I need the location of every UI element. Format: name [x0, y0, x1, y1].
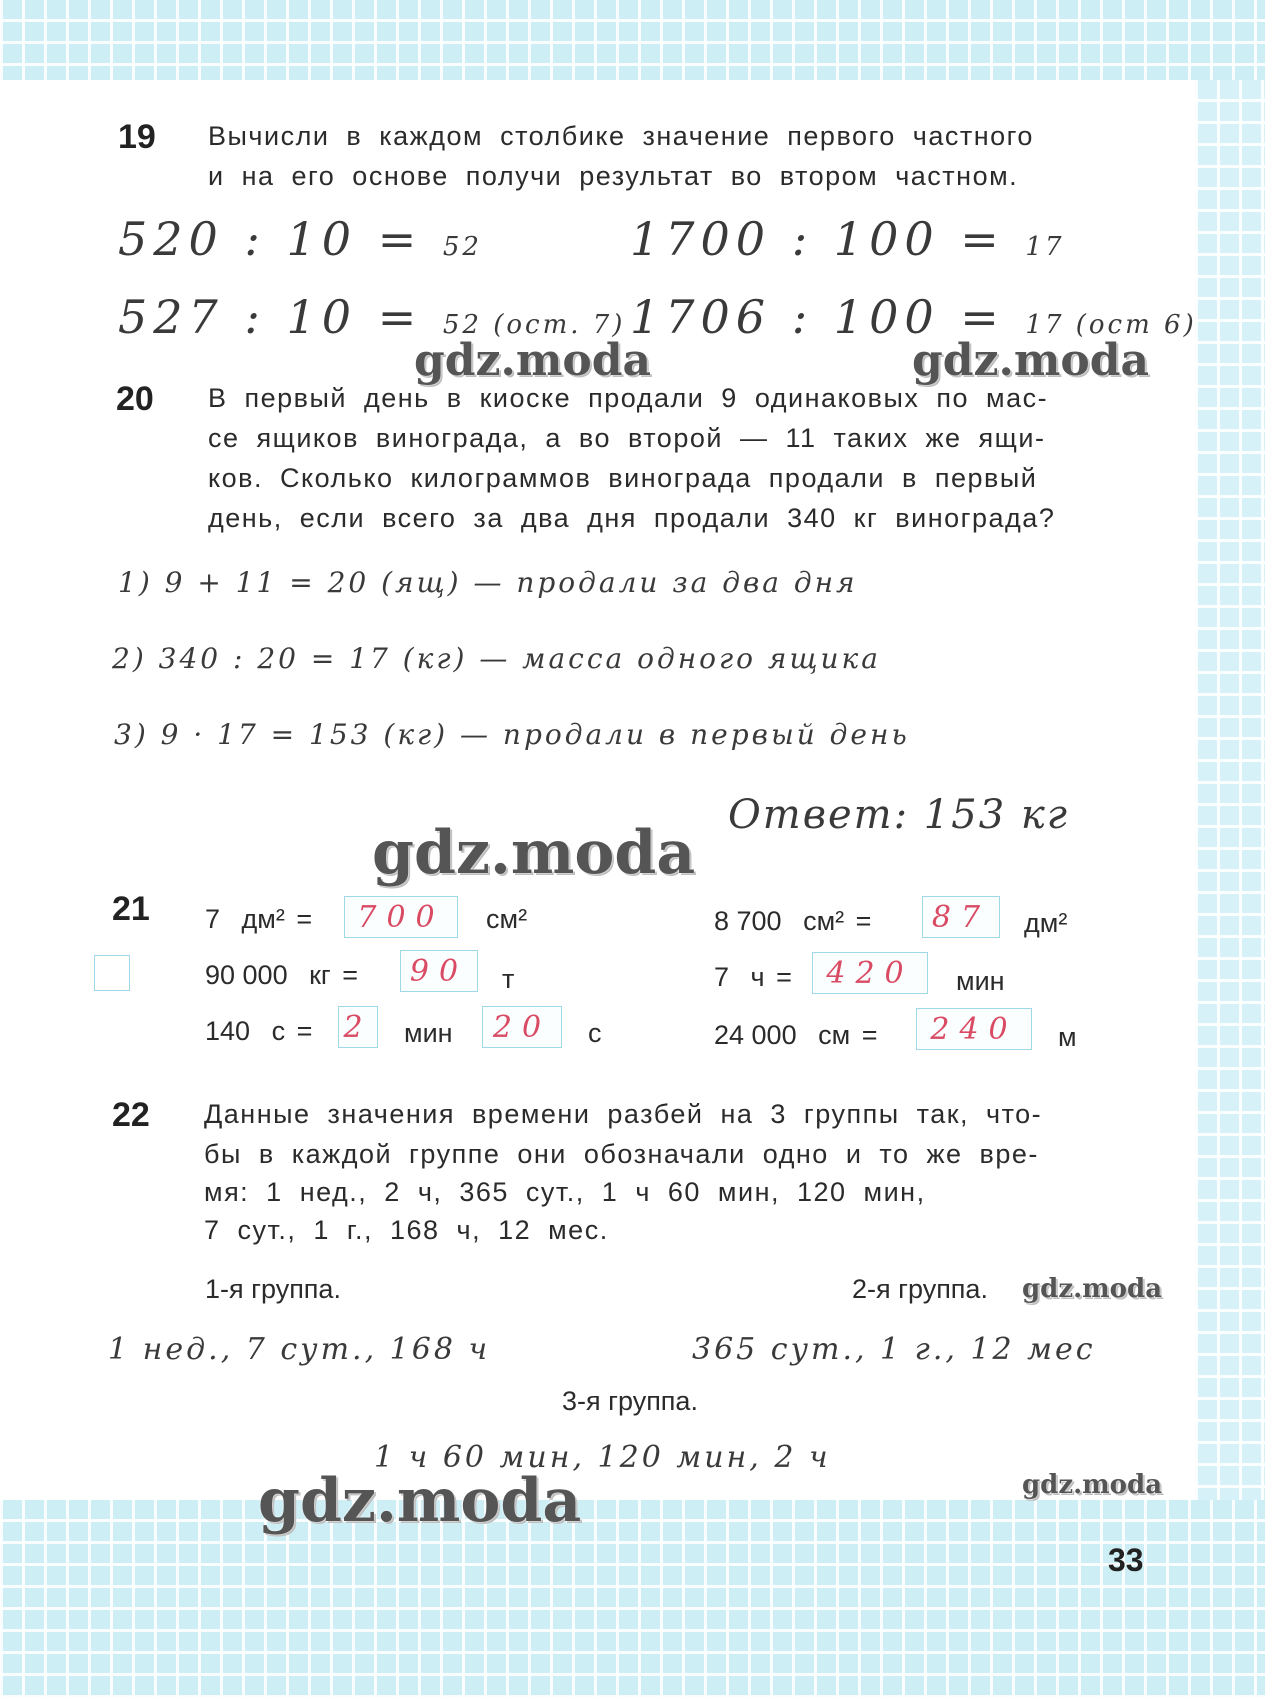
- unit-row1-right: дм²: [1024, 908, 1068, 938]
- group-3-answer: 1 ч 60 мин, 120 мин, 2 ч: [374, 1440, 831, 1475]
- watermark: gdz.moda: [1022, 1274, 1163, 1304]
- equals-sign: =: [776, 962, 792, 992]
- eq2-right-answer: 17 (ост 6): [1025, 310, 1197, 340]
- conv-row3-right: [714, 1020, 877, 1051]
- answer-box-row1-right[interactable]: 87: [922, 896, 1000, 938]
- unit-row3-left: с: [588, 1018, 602, 1048]
- group-1-label: 1-я группа.: [205, 1274, 341, 1304]
- grid-decoration-top: [0, 0, 1265, 80]
- eq2-left-answer: 52 (ост. 7): [442, 310, 626, 340]
- watermark: gdz.moda: [258, 1466, 582, 1536]
- task-22-text-line2: бы в каждой группе они обозначали одно и то же вре-: [204, 1139, 1039, 1169]
- task-20-text-line1: В первый день в киоске продали 9 одинаковых по мас-: [208, 383, 1049, 413]
- task-20-text-line4: день, если всего за два дня продали 340 кг винограда?: [208, 503, 1056, 533]
- group-1-answer: 1 нед., 7 сут., 168 ч: [108, 1332, 491, 1367]
- eq1-left-expression: 520 : 10 =: [118, 212, 443, 266]
- value: 90 000: [205, 960, 288, 990]
- watermark: gdz.moda: [912, 335, 1150, 386]
- task-20-text-line2: се ящиков винограда, а во второй — 11 таких же ящи-: [208, 423, 1046, 453]
- task-21-number: 21: [112, 890, 150, 928]
- unit-row3-right: м: [1058, 1022, 1077, 1052]
- task-20-number: 20: [116, 380, 154, 418]
- answer-box-row2-left[interactable]: 90: [400, 950, 478, 992]
- value: 7: [714, 962, 730, 992]
- unit: дм²: [241, 904, 285, 934]
- empty-checkbox: [94, 955, 130, 991]
- conv-row2-right: [714, 962, 792, 993]
- eq1-left-answer: 52: [442, 232, 482, 262]
- unit: см: [818, 1020, 851, 1050]
- watermark: gdz.moda: [1022, 1470, 1163, 1500]
- equals-sign: =: [296, 904, 313, 934]
- task-20-step1: 1) 9 + 11 = 20 (ящ) — продали за два дня: [118, 566, 858, 599]
- page-number: 33: [1108, 1542, 1144, 1578]
- conv-row3-left: [205, 1016, 312, 1047]
- unit: ч: [750, 962, 765, 992]
- task-20-step3: 3) 9 · 17 = 153 (кг) — продали в первый день: [114, 718, 910, 751]
- watermark: gdz.moda: [372, 818, 696, 888]
- conv-row1-left: [205, 904, 312, 935]
- group-3-label: 3-я группа.: [562, 1386, 698, 1416]
- watermark: gdz.moda: [414, 335, 652, 386]
- task-19-text-line1: Вычисли в каждом столбике значение первого частного: [208, 121, 1034, 151]
- answer-box-row3-right[interactable]: 240: [916, 1008, 1032, 1050]
- conv-row2-left: [205, 960, 358, 991]
- answer-box-row3-left-seconds[interactable]: 20: [482, 1006, 562, 1048]
- equals-sign: =: [855, 906, 872, 936]
- unit: с: [271, 1016, 286, 1046]
- task-22-text-line4: 7 сут., 1 г., 168 ч, 12 мес.: [204, 1215, 609, 1245]
- unit: см²: [803, 906, 845, 936]
- eq1-right-answer: 17: [1025, 232, 1065, 262]
- task-22-text-line3: мя: 1 нед., 2 ч, 365 сут., 1 ч 60 мин, 120 мин,: [204, 1177, 926, 1207]
- answer-box-row1-left[interactable]: 700: [344, 896, 458, 938]
- equals-sign: =: [296, 1016, 313, 1046]
- task-20-answer: Ответ: 153 кг: [728, 792, 1069, 838]
- unit-row3-left-mid: мин: [404, 1018, 453, 1048]
- value: 7: [205, 904, 221, 934]
- task-20-step2: 2) 340 : 20 = 17 (кг) — масса одного ящика: [112, 642, 881, 675]
- value: 8 700: [714, 906, 782, 936]
- unit-row2-left: т: [502, 964, 515, 994]
- task-20-text-line3: ков. Сколько килограммов винограда продали в первый: [208, 463, 1038, 493]
- task-19-eq1-right: [630, 212, 1065, 266]
- task-19-number: 19: [118, 118, 156, 156]
- group-2-answer: 365 сут., 1 г., 12 мес: [692, 1332, 1096, 1367]
- grid-decoration-right: [1195, 80, 1265, 1500]
- group-2-label: 2-я группа.: [852, 1274, 988, 1304]
- answer-box-row3-left-minutes[interactable]: 2: [338, 1006, 378, 1048]
- equals-sign: =: [861, 1020, 878, 1050]
- unit-row1-left: см²: [486, 904, 528, 934]
- answer-box-row2-right[interactable]: 420: [812, 952, 928, 994]
- eq2-left-expression: 527 : 10 =: [118, 290, 443, 344]
- eq2-right-expression: 1706 : 100 =: [630, 290, 1026, 344]
- task-19-text-line2: и на его основе получи результат во втором частном.: [208, 161, 1019, 191]
- value: 24 000: [714, 1020, 797, 1050]
- grid-decoration-bottom: [0, 1500, 1265, 1697]
- conv-row1-right: [714, 906, 871, 937]
- task-19-eq1-left: [118, 212, 482, 266]
- unit-row2-right: мин: [956, 966, 1005, 996]
- unit: кг: [309, 960, 331, 990]
- task-22-text-line1: Данные значения времени разбей на 3 группы так, что-: [204, 1099, 1043, 1129]
- task-22-number: 22: [112, 1096, 150, 1134]
- equals-sign: =: [342, 960, 359, 990]
- eq1-right-expression: 1700 : 100 =: [630, 212, 1026, 266]
- value: 140: [205, 1016, 251, 1046]
